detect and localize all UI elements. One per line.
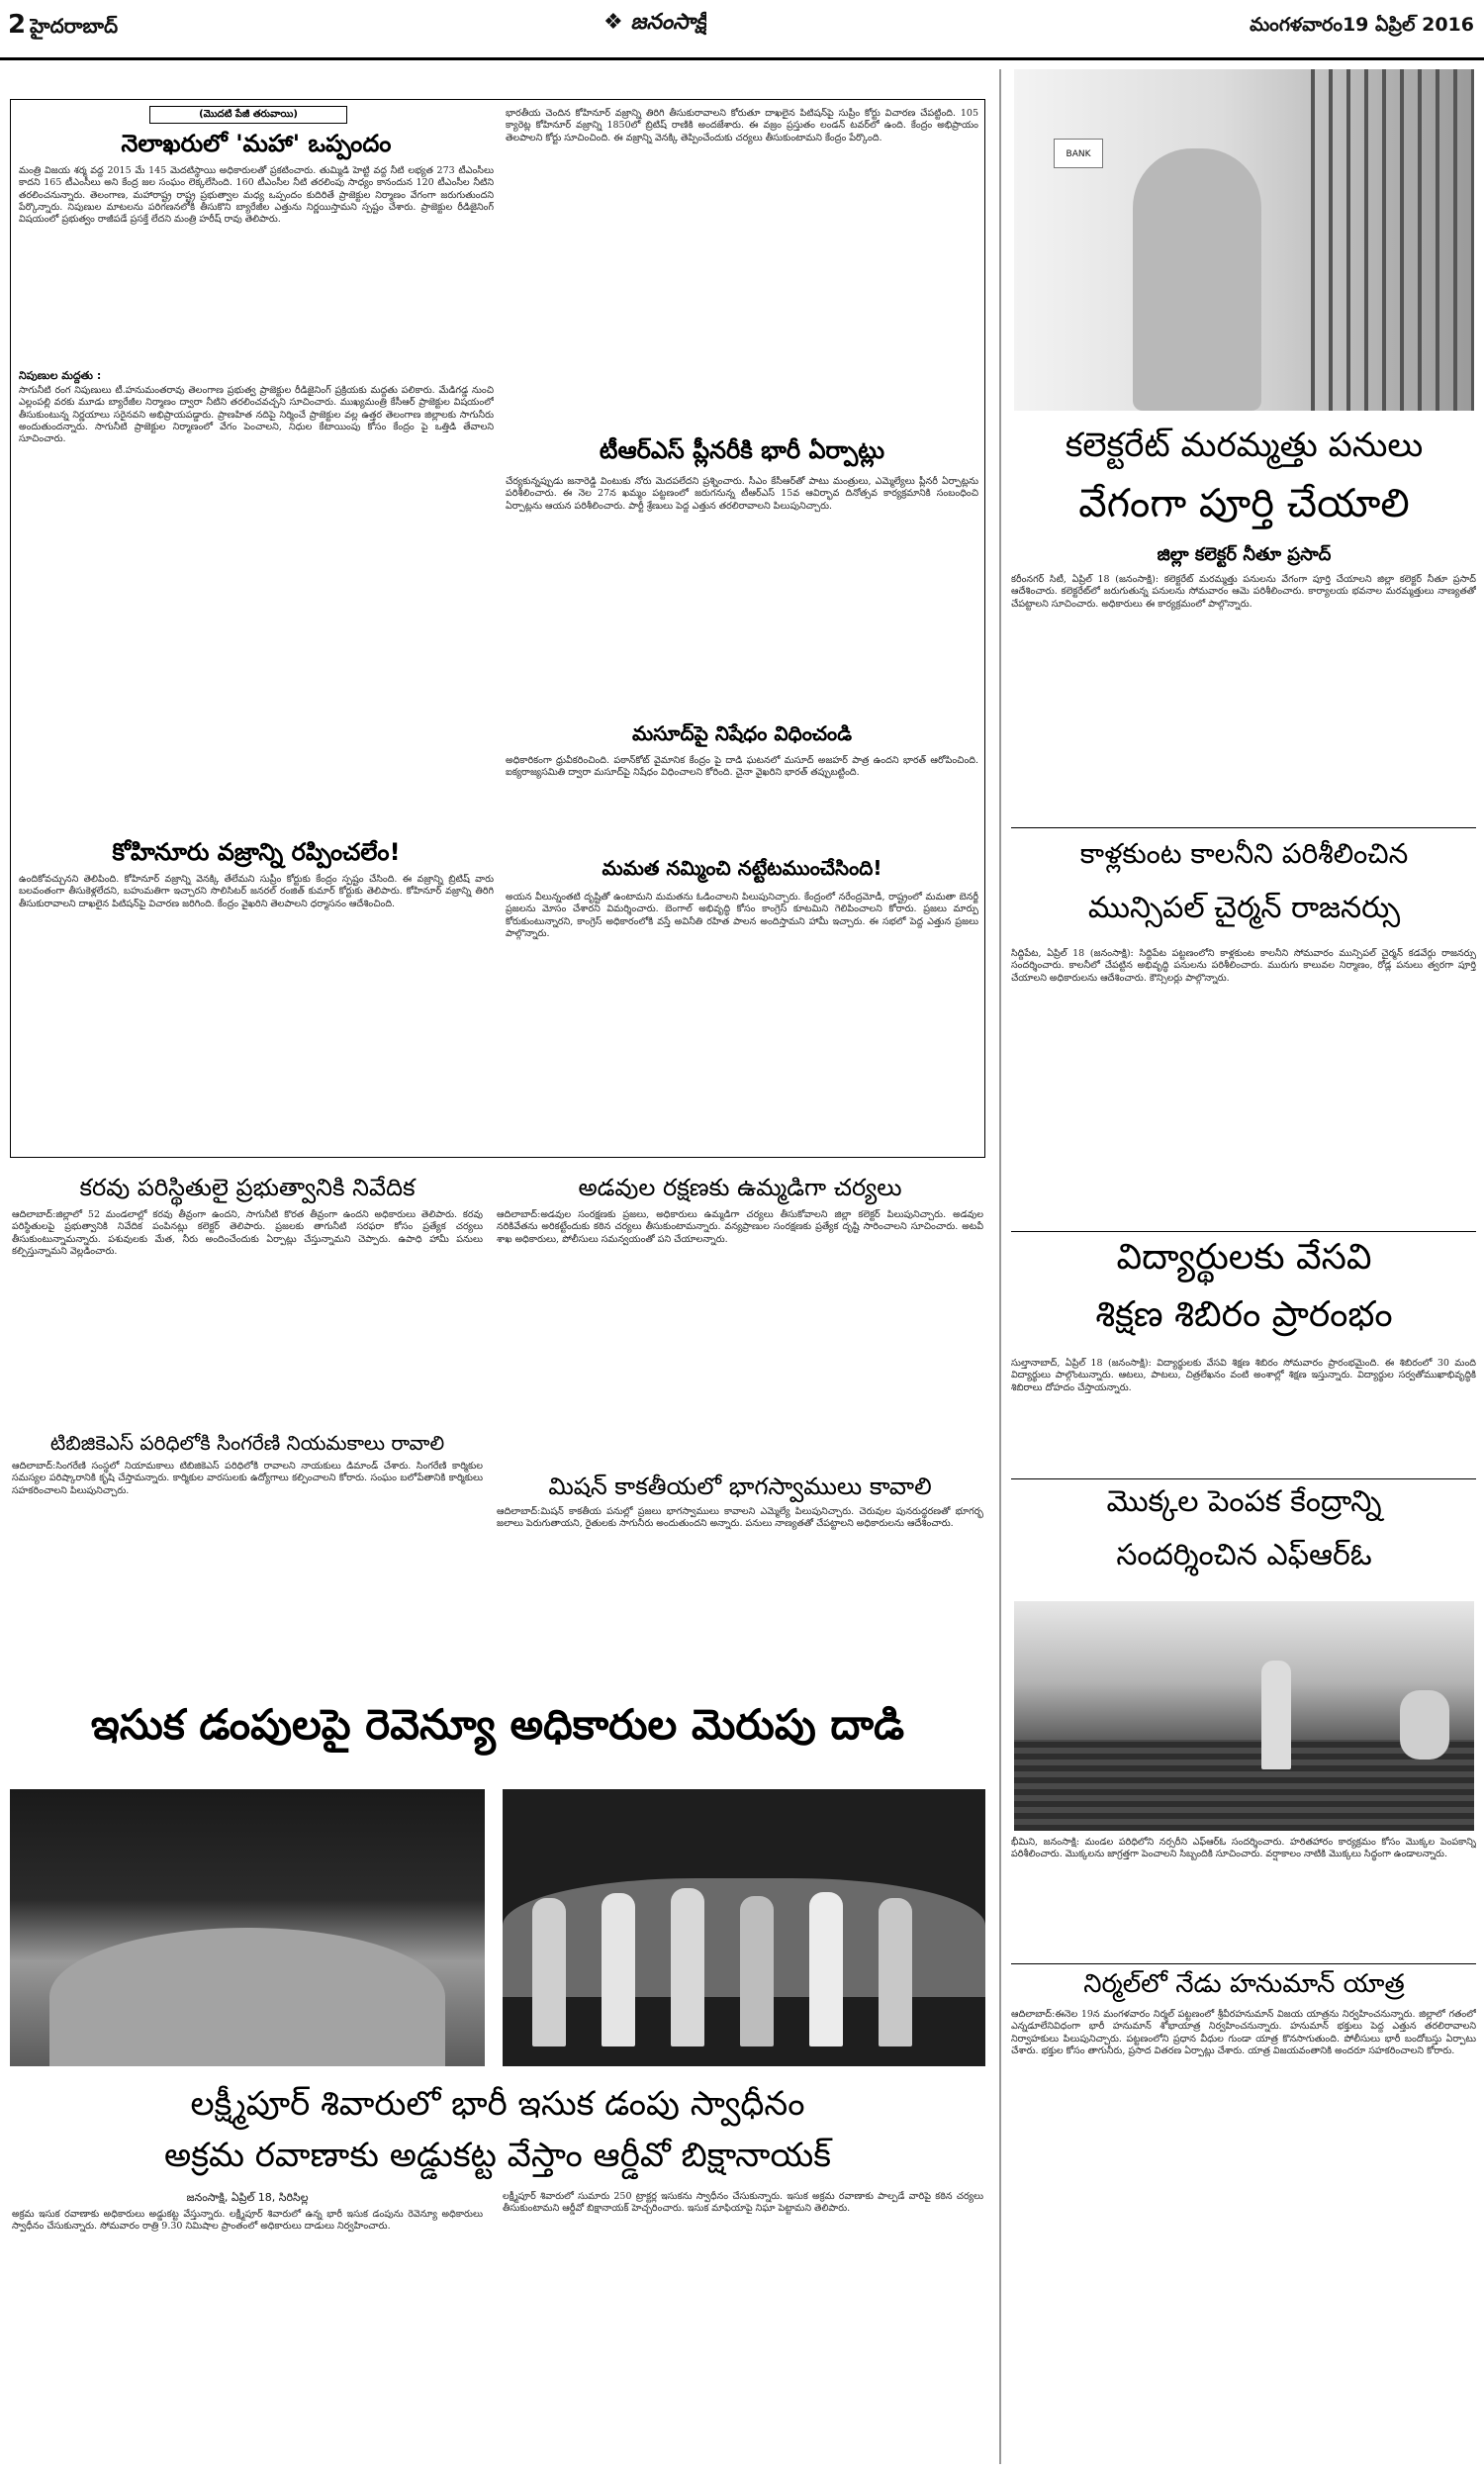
person-5 (809, 1892, 843, 2046)
article-drought: ఆదిలాబాద్:జిల్లాలో 52 మండలాల్లో కరవు తీవ్రంగా ఉందని, సాగునీటి కొరత తీవ్రంగా ఉందని అధికారులు తెలిపారు. కరవు పరిస్థితులపై ప్రభుత్వానికి నివేదిక పంపినట్లు కలెక్టర్ తెలిపారు. ప్రజలకు తాగునీటి సరఫరా కోసం ప్రత్యేక చర్యలు తీసుకుంటున్నామన్నారు. పశువులకు మేత, నీరు అందించేందుకు ఏర్పాట్లు చేస్తున్నామని చెప్పారు. ఉపాధి హామీ పనులు కల్పిస్తున్నామని వెల్లడించారు. (12, 1209, 483, 1257)
article-kohinoor: ఉందికోవచ్చునని తెలిపింది. కోహినూర్ వజ్రాన్ని వెనక్కి తేలేమని సుప్రీం కోర్టుకు కేంద్రం స్పష్టం చేసింది. ఈ వజ్రాన్ని బ్రిటిష్ వారు బలవంతంగా తీసుకెళ్లలేదని, బహుమతిగా ఇచ్చారని సొలిసిటర్ జనరల్ రంజిత్ కుమార్ కోర్టుకు తెలిపారు. కోహినూర్ వజ్రాన్ని తిరిగి తీసుకురావాలని దాఖలైన పిటిషన్‌పై విచారణ జరిగింది. కేంద్రం వైఖరిని తెలపాలని ధర్మాసనం ఆదేశించింది. (19, 874, 494, 909)
right-column-divider (999, 69, 1001, 2464)
worker-figure (1400, 1690, 1449, 1760)
headline-kohinoor: కోహినూరు వజ్రాన్ని రప్పించలేం! (112, 838, 401, 866)
photo-officials-group (503, 1789, 985, 2066)
article-masood: అధికారికంగా ధ్రువీకరించింది. పఠాన్‌కోట్ వైమానిక కేంద్రం పై దాడి ఘటనలో మసూద్ అజహర్ పాత్ర ఉందని భారత్ ఆరోపించింది. ఐక్యరాజ్యసమితి ద్వారా మసూద్‌పై నిషేధం విధించాలని కోరింది. చైనా వైఖరిని భారత్ తప్పుబట్టింది. (506, 755, 978, 779)
issue-date: మంగళవారం19 ఏప్రిల్ 2016 (1250, 14, 1474, 36)
headline-nursery-2: సందర్శించిన ఎఫ్ఆర్ఓ (1116, 1538, 1372, 1572)
article-camp: సుల్తానాబాద్, ఏప్రిల్ 18 (జనంసాక్షి): విద్యార్థులకు వేసవి శిక్షణ శిబిరం సోమవారం ప్రారంభమైంది. ఈ శిబిరంలో 30 మంది విద్యార్థులు పాల్గొంటున్నారు. ఆటలు, పాటలు, చిత్రలేఖనం వంటి అంశాల్లో శిక్షణ ఇస్తున్నారు. విద్యార్థుల సర్వతోముఖాభివృద్ధికి శిబిరాలు దోహదం చేస్తాయన్నారు. (1011, 1358, 1476, 1393)
bank-sign: BANK (1054, 139, 1103, 168)
dateline-sand: జనంసాక్షి, ఏప్రిల్ 18, సిరిసిల్ల (186, 2191, 309, 2204)
article-experts: సాగునీటి రంగ నిపుణులు టీ.హనుమంతరావు తెలంగాణ ప్రభుత్వ ప్రాజెక్టుల రీడిజైనింగ్ ప్రక్రియకు మద్దతు పలికారు. మేడిగడ్డ నుంచి ఎల్లంపల్లి వరకు మూడు బ్యారేజీల నిర్మాణం ద్వారా నీటిని తరలించవచ్చని సూచించారు. ముఖ్యమంత్రి కేసీఆర్ ప్రాజెక్టుల విషయంలో తీసుకుంటున్న నిర్ణయాలు సరైనవని అభిప్రాయపడ్డారు. ప్రాణహిత నదిపై నిర్మించే ప్రాజెక్టుల వల్ల ఉత్తర తెలంగాణ జిల్లాలకు సాగునీరు అందుతుందన్నారు. సాగునీటి ప్రాజెక్టుల నిర్మాణంలో వేగం పెంచాలని, నిధుల కేటాయింపు కోసం కేంద్రం పై ఒత్తిడి తేవాలని సూచించారు. (19, 385, 494, 445)
article-sand-1: అక్రమ ఇసుక రవాణాకు అధికారులు అడ్డుకట్ట వేస్తున్నారు. లక్ష్మీపూర్ శివారులో ఉన్న భారీ ఇసుక డంపును రెవెన్యూ అధికారులు స్వాధీనం చేసుకున్నారు. సోమవారం రాత్రి 9.30 నిమిషాల ప్రాంతంలో అధికారులు దాడులు నిర్వహించారు. (12, 2209, 483, 2233)
divider-r1 (1011, 827, 1476, 828)
collector-figure (1133, 148, 1261, 411)
article-tbgks: ఆదిలాబాద్:సింగరేణి సంస్థలో నియామకాలు టిబిజికెఎస్ పరిధిలోకి రావాలని నాయకులు డిమాండ్ చేశారు. సింగరేణి కార్మికుల సమస్యల పరిష్కారానికి కృషి చేస్తామన్నారు. కార్మికుల వారసులకు ఉద్యోగాలు కల్పించాలని కోరారు. సంఘం బలోపేతానికి కార్మికులు సహకరించాలని పిలుపునిచ్చారు. (12, 1461, 483, 1496)
article-trs-plenary: చేర్యకున్నప్పుడు జనారెడ్డి వింటుకు నోరు మెదపలేదని ప్రశ్నించారు. సీఎం కేసీఆర్‌తో పాటు మంత్రులు, ఎమ్మెల్యేలు ప్లీనరీ ఏర్పాట్లను పరిశీలించారు. ఈ నెల 27న ఖమ్మం పట్టణంలో జరుగనున్న టీఆర్ఎస్ 15వ ఆవిర్భావ దినోత్సవ కార్యక్రమానికి సంబంధించి ఏర్పాట్లను ఆయన పరిశీలించారు. పార్టీ శ్రేణులు పెద్ద ఎత్తున తరలిరావాలని పిలుపునిచ్చారు. (506, 476, 978, 512)
logo-icon: ❖ (603, 10, 631, 35)
headline-tbgks: టిబిజికెఎస్ పరిధిలోకి సింగరేణి నియమకాలు రావాలి (49, 1431, 445, 1455)
subhead-collector-name: జిల్లా కలెక్టర్ నీతూ ప్రసాద్ (1157, 544, 1332, 565)
logo-text: జనంసాక్షి (630, 10, 707, 35)
headline-forest: అడవుల రక్షణకు ఉమ్మడిగా చర్యలు (578, 1174, 902, 1201)
person-3 (671, 1888, 704, 2046)
divider-r3 (1011, 1478, 1476, 1479)
headline-sand-raid: ఇసుక డంపులపై రెవెన్యూ అధికారుల మెరుపు దాడి (90, 1700, 905, 1749)
article-hanuman: ఆదిలాబాద్:ఈనెల 19న మంగళవారం నిర్మల్ పట్టణంలో శ్రీవీరహనుమాన్ విజయ యాత్రను నిర్వహించనున్నారు. జిల్లాలో గతంలో ఎన్నడూలేనివిధంగా భారీ హనుమాన్ శోభాయాత్ర నిర్వహించనున్నారు. హనుమాన్ భక్తులు పెద్ద ఎత్తున తరలిరావాలని నిర్వాహకులు పిలుపునిచ్చారు. పట్టణంలోని ప్రధాన వీధుల గుండా యాత్ర కొనసాగుతుంది. పోలీసులు భారీ బందోబస్తు ఏర్పాటు చేశారు. భక్తుల కోసం తాగునీరు, ప్రసాద వితరణ ఏర్పాట్లు చేశారు. యాత్ర విజయవంతానికి అందరూ సహకరించాలని కోరారు. (1011, 2009, 1476, 2056)
masthead-rule (0, 57, 1484, 60)
article-maha-agreement: మంత్రి విజయ శర్మ వద్ద 2015 మే 145 మెదటిస్థాయి అధికారులతో ప్రకటించారు. తుమ్మిడి హెట్టి వద్ద నీటి లభ్యత 273 టీఎంసీలు కాదని 165 టీఎంసీలు అని కేంద్ర జల సంఘం లెక్కలేసింది. 160 టీఎంసీల నీటి తరలింపు సాధ్యం కానందున 120 టీఎంసీల నీటిని తరలించనున్నారు. తెలంగాణ, మహారాష్ట్ర రాష్ట్ర ప్రభుత్వాల మధ్య ఒప్పందం కుదిరితే ప్రాజెక్టుల నిర్మాణం వేగంగా జరుగుతుందని పేర్కొన్నారు. నిపుణుల మాటలను పరిగణనలోకి తీసుకొని బ్యారేజీల ఎత్తును నిర్ణయిస్తామని స్పష్టం చేశారు. ప్రాజెక్టుల రీడిజైనింగ్ విషయంలో ప్రభుత్వం రాజీపడే ప్రసక్తే లేదని మంత్రి హరీష్ రావు తెలిపారు. (19, 165, 494, 226)
headline-masood: మసూద్‌పై నిషేధం విధించండి (631, 721, 852, 745)
headline-drought: కరవు పరిస్థితులై ప్రభుత్వానికి నివేదిక (79, 1174, 416, 1201)
headline-kallakunta-2: మున్సిపల్ చైర్మన్ రాజనర్సు (1087, 891, 1401, 925)
continued-tag: (మొదటి పేజీ తరువాయి) (149, 106, 347, 124)
headline-collectorate-1: కలెక్టరేట్ మరమ్మత్తు పనులు (1065, 426, 1424, 465)
section-name: హైదరాబాద్ (30, 14, 119, 38)
subhead-experts: నిపుణుల మద్దతు : (19, 369, 102, 382)
headline-hanuman: నిర్మల్‌లో నేడు హనుమాన్ యాత్ర (1083, 1969, 1405, 1999)
headline-nursery-1: మొక్కల పెంపక కేంద్రాన్ని (1106, 1484, 1382, 1519)
headline-rdo-statement: అక్రమ రవాణాకు అడ్డుకట్ట వేస్తాం ఆర్డీవో బిక్షానాయక్ (164, 2136, 831, 2175)
left-box (10, 99, 985, 1158)
article-collectorate: కరీంనగర్ సిటీ, ఏప్రిల్ 18 (జనంసాక్షి): కలెక్టరేట్ మరమ్మత్తు పనులను వేగంగా పూర్తి చేయాలని జిల్లా కలెక్టర్ నీతూ ప్రసాద్ ఆదేశించారు. కలెక్టరేట్‌లో జరుగుతున్న పనులను సోమవారం ఆమె పరిశీలించారు. కార్యాలయ భవనాల మరమ్మత్తులు నాణ్యతతో చేపట్టాలని సూచించారు. అధికారులు ఈ కార్యక్రమంలో పాల్గొన్నారు. (1011, 574, 1476, 610)
photo-collector (1014, 69, 1474, 411)
article-nursery: భీమిని, జనంసాక్షి: మండల పరిధిలోని నర్సరీని ఎఫ్ఆర్ఓ సందర్శించారు. హరితహారం కార్యక్రమం కోసం మొక్కల పెంపకాన్ని పరిశీలించారు. మొక్కలను జాగ్రత్తగా పెంచాలని సిబ్బందికి సూచించారు. వర్షాకాలం నాటికి మొక్కలు సిద్ధంగా ఉండాలన్నారు. (1011, 1837, 1476, 1860)
article-sand-2: లక్ష్మీపూర్ శివారులో సుమారు 250 ట్రాక్టర్ల ఇసుకను స్వాధీనం చేసుకున్నారు. ఇసుక అక్రమ రవాణాకు పాల్పడే వారిపై కఠిన చర్యలు తీసుకుంటామని ఆర్డీవో బిక్షానాయక్ హెచ్చరించారు. ఇసుక మాఫియాపై నిఘా పెట్టామని తెలిపారు. (503, 2191, 983, 2215)
headline-maha-agreement: నెలాఖరులో 'మహా' ఒప్పందం (121, 130, 392, 157)
headline-camp-1: విద్యార్థులకు వేసవి (1116, 1237, 1372, 1278)
article-kallakunta: సిద్దిపేట, ఏప్రిల్ 18 (జనంసాక్షి): సిద్దిపేట పట్టణంలోని కాళ్లకుంట కాలనీని సోమవారం మున్సిపల్ చైర్మన్ కడవేర్గు రాజనర్సు సందర్శించారు. కాలనీలో చేపట్టిన అభివృద్ధి పనులను పరిశీలించారు. మురుగు కాలువల నిర్మాణం, రోడ్ల పనులు త్వరగా పూర్తి చేయాలని అధికారులను ఆదేశించారు. కౌన్సిలర్లు పాల్గొన్నారు. (1011, 948, 1476, 984)
sand-mound-shape (49, 1928, 445, 2066)
headline-camp-2: శిక్షణ శిబిరం ప్రారంభం (1095, 1294, 1393, 1335)
divider-r4 (1011, 1963, 1476, 1964)
article-forest: ఆదిలాబాద్:అడవుల సంరక్షణకు ప్రజలు, అధికారులు ఉమ్మడిగా చర్యలు తీసుకోవాలని జిల్లా కలెక్టర్ పిలుపునిచ్చారు. అడవుల నరికివేతను అరికట్టేందుకు కఠిన చర్యలు తీసుకుంటామన్నారు. వన్యప్రాణుల సంరక్షణకు ప్రత్యేక దృష్టి సారించాలని సూచించారు. అటవీ శాఖ అధికారులు, పోలీసులు సమన్వయంతో పని చేయాలన్నారు. (497, 1209, 983, 1245)
photo-nursery (1014, 1601, 1474, 1831)
person-6 (879, 1898, 912, 2046)
page-number: 2 (8, 10, 27, 40)
divider-r2 (1011, 1231, 1476, 1232)
person-4 (740, 1896, 774, 2046)
headline-trs-plenary: టీఆర్ఎస్ ప్లీనరీకి భారీ ఏర్పాట్లు (599, 436, 885, 464)
gate-grille (1311, 69, 1474, 411)
article-mamata: అయన వీలున్నంతటి దృష్టితో ఉంటామని మమతను ఓడించాలని పిలుపునిచ్చారు. కేంద్రంలో నరేంద్రమోడీ, రాష్ట్రంలో మమతా బెనర్జీ ప్రజలను మోసం చేశారని విమర్శించారు. బెంగాల్ అభివృద్ధి కోసం కాంగ్రెస్ కూటమిని గెలిపించాలని కోరారు. ప్రజలు మార్పు కోరుకుంటున్నారని, కాంగ్రెస్ అధికారంలోకి వస్తే అవినీతి రహిత పాలన అందిస్తామని హామీ ఇచ్చారు. ఈ సభలో పెద్ద ఎత్తున ప్రజలు పాల్గొన్నారు. (506, 892, 978, 939)
headline-mission-kakatiya: మిషన్ కాకతీయలో భాగస్వాములు కావాలి (548, 1473, 932, 1500)
photo-sand-dump (10, 1789, 485, 2066)
article-mission-kakatiya: ఆదిలాబాద్:మిషన్ కాకతీయ పనుల్లో ప్రజలు భాగస్వాములు కావాలని ఎమ్మెల్యే పిలుపునిచ్చారు. చెరువుల పునరుద్ధరణతో భూగర్భ జలాలు పెరుగుతాయని, రైతులకు సాగునీరు అందుతుందని అన్నారు. పనులు నాణ్యతతో చేపట్టాలని అధికారులను ఆదేశించారు. (497, 1506, 983, 1530)
masthead (0, 0, 1484, 57)
headline-lakshmipur-seizure: లక్ష్మీపూర్ శివారులో భారీ ఇసుక డంపు స్వాధీనం (190, 2084, 805, 2124)
article-kohinoor-cont: భారతీయ చెందిన కోహినూర్ వజ్రాన్ని తిరిగి తీసుకురావాలని కోరుతూ దాఖలైన పిటిషన్‌పై సుప్రీం కోర్టు విచారణ చేపట్టింది. 105 క్యారెట్ల కోహినూర్ వజ్రాన్ని 1850లో బ్రిటిష్ రాణికి అందజేశారు. ఈ వజ్రం ప్రస్తుతం లండన్ టవర్‌లో ఉంది. కేంద్రం అభిప్రాయం తెలపాలని కోర్టు సూచించింది. ఈ వజ్రాన్ని వెనక్కి తెప్పించేందుకు చర్యలు తీసుకుంటామని కేంద్రం పేర్కొంది. (506, 108, 978, 143)
headline-kallakunta-1: కాళ్లకుంట కాలనీని పరిశీలించిన (1079, 837, 1409, 870)
person-1 (532, 1898, 566, 2046)
headline-mamata: మమత నమ్మించి నట్టేటముంచేసింది! (602, 856, 882, 880)
officer-figure (1261, 1661, 1291, 1769)
person-2 (602, 1893, 635, 2046)
headline-collectorate-2: వేగంగా పూర్తి చేయాలి (1078, 481, 1410, 526)
masthead-logo (603, 10, 706, 40)
